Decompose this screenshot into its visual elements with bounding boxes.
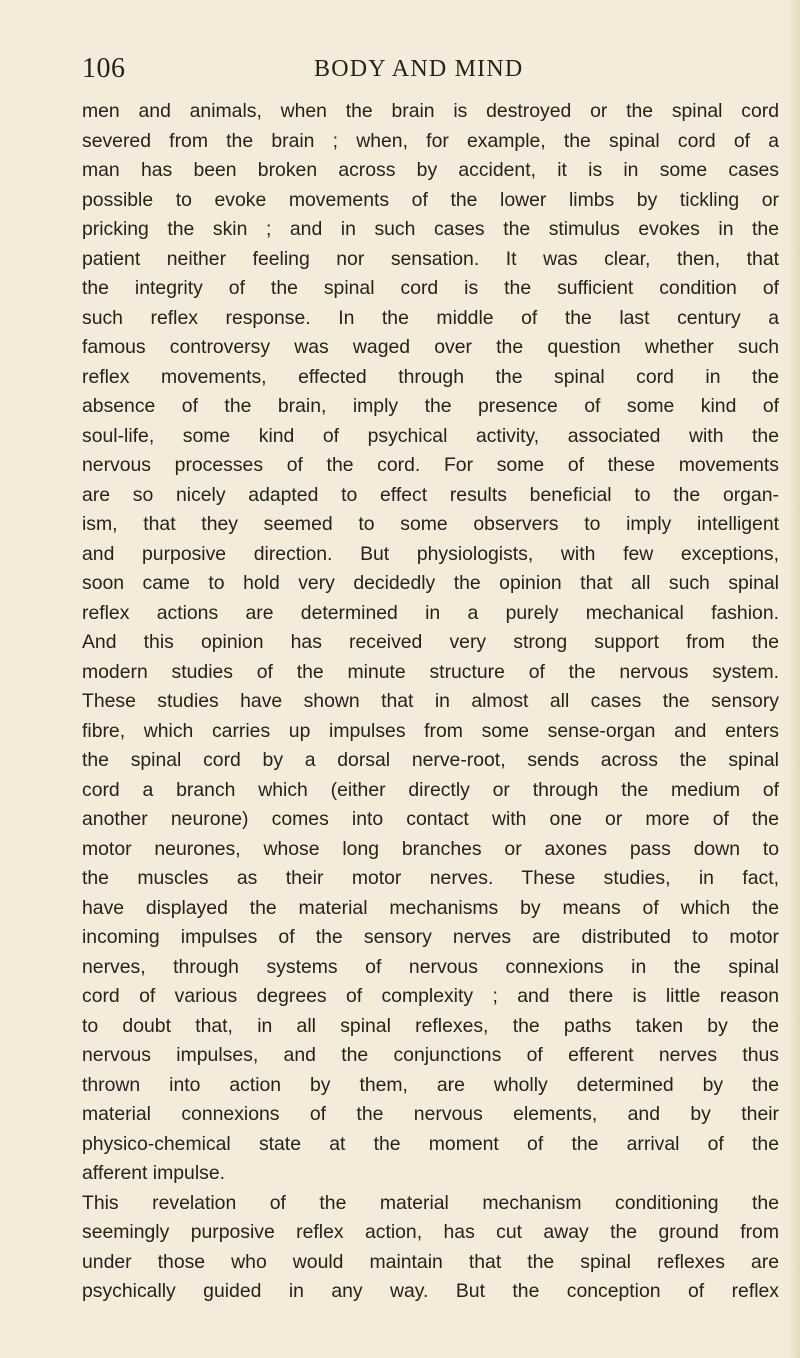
text-line: men and animals, when the brain is destroyed or the spinal cord bbox=[82, 100, 779, 122]
text-line: seemingly purposive reflex action, has cut away the ground from bbox=[82, 1221, 779, 1243]
page-edge-shadow bbox=[788, 0, 800, 1358]
page-number: 106 bbox=[82, 53, 126, 84]
text-line: under those who would maintain that the spinal reflexes are bbox=[82, 1250, 779, 1273]
text-line: soon came to hold very decidedly the opinion that all such spinal bbox=[82, 572, 779, 594]
text-line: have displayed the material mechanisms by means of which the bbox=[82, 896, 779, 919]
text-line: severed from the brain ; when, for example, the spinal cord of a bbox=[82, 129, 779, 152]
text-line: another neurone) comes into contact with one or more of the bbox=[82, 808, 779, 830]
text-line: cord of various degrees of complexity ; and there is little reason bbox=[82, 985, 779, 1007]
text-line: the muscles as their motor nerves. These studies, in fact, bbox=[82, 867, 779, 889]
text-line: nervous impulses, and the conjunctions of efferent nerves thus bbox=[82, 1044, 779, 1066]
text-line: to doubt that, in all spinal reflexes, the paths taken by the bbox=[82, 1014, 779, 1037]
text-line: nerves, through systems of nervous connexions in the spinal bbox=[82, 955, 779, 978]
text-line: absence of the brain, imply the presence of some kind of bbox=[82, 395, 779, 417]
text-line: modern studies of the minute structure of the nervous system. bbox=[82, 660, 779, 683]
text-line: the spinal cord by a dorsal nerve-root, sends across the spinal bbox=[82, 749, 779, 771]
text-line: motor neurones, whose long branches or axones pass down to bbox=[82, 837, 779, 860]
text-line: material connexions of the nervous elements, and by their bbox=[82, 1103, 779, 1125]
text-line: famous controversy was waged over the question whether such bbox=[82, 336, 779, 358]
text-line: nervous processes of the cord. For some of these movements bbox=[82, 454, 779, 476]
running-head: BODY AND MIND bbox=[314, 56, 524, 82]
text-line: cord a branch which (either directly or through the medium of bbox=[82, 778, 779, 801]
text-line: fibre, which carries up impulses from some sense-organ and enters bbox=[82, 719, 779, 742]
text-line: man has been broken across by accident, it is in some cases bbox=[82, 159, 779, 181]
text-line: are so nicely adapted to effect results beneficial to the organ- bbox=[82, 483, 779, 506]
text-line: such reflex response. In the middle of the last century a bbox=[82, 306, 779, 329]
text-line: reflex actions are determined in a purely mechanical fashion. bbox=[82, 601, 779, 624]
text-line: pricking the skin ; and in such cases the stimulus evokes in the bbox=[82, 218, 779, 240]
body-text bbox=[82, 97, 779, 1307]
text-line: soul-life, some kind of psychical activity, associated with the bbox=[82, 424, 779, 447]
text-line: and purposive direction. But physiologists, with few exceptions, bbox=[82, 542, 779, 565]
text-line: And this opinion has received very strong support from the bbox=[82, 631, 779, 653]
text-line: the integrity of the spinal cord is the sufficient condition of bbox=[82, 277, 779, 299]
text-line: This revelation of the material mechanism conditioning the bbox=[82, 1191, 779, 1214]
text-line: physico-chemical state at the moment of the arrival of the bbox=[82, 1132, 779, 1155]
text-line: psychically guided in any way. But the conception of reflex bbox=[82, 1280, 779, 1302]
page-header bbox=[82, 46, 782, 86]
text-line: afferent impulse. bbox=[82, 1162, 225, 1184]
text-line: possible to evoke movements of the lower limbs by tickling or bbox=[82, 188, 779, 211]
text-line: These studies have shown that in almost all cases the sensory bbox=[82, 690, 779, 712]
text-line: thrown into action by them, are wholly determined by the bbox=[82, 1073, 779, 1096]
text-line: patient neither feeling nor sensation. It was clear, then, that bbox=[82, 247, 779, 270]
text-line: incoming impulses of the sensory nerves are distributed to motor bbox=[82, 926, 779, 948]
text-line: ism, that they seemed to some observers to imply intelligent bbox=[82, 513, 779, 535]
text-line: reflex movements, effected through the spinal cord in the bbox=[82, 365, 779, 388]
